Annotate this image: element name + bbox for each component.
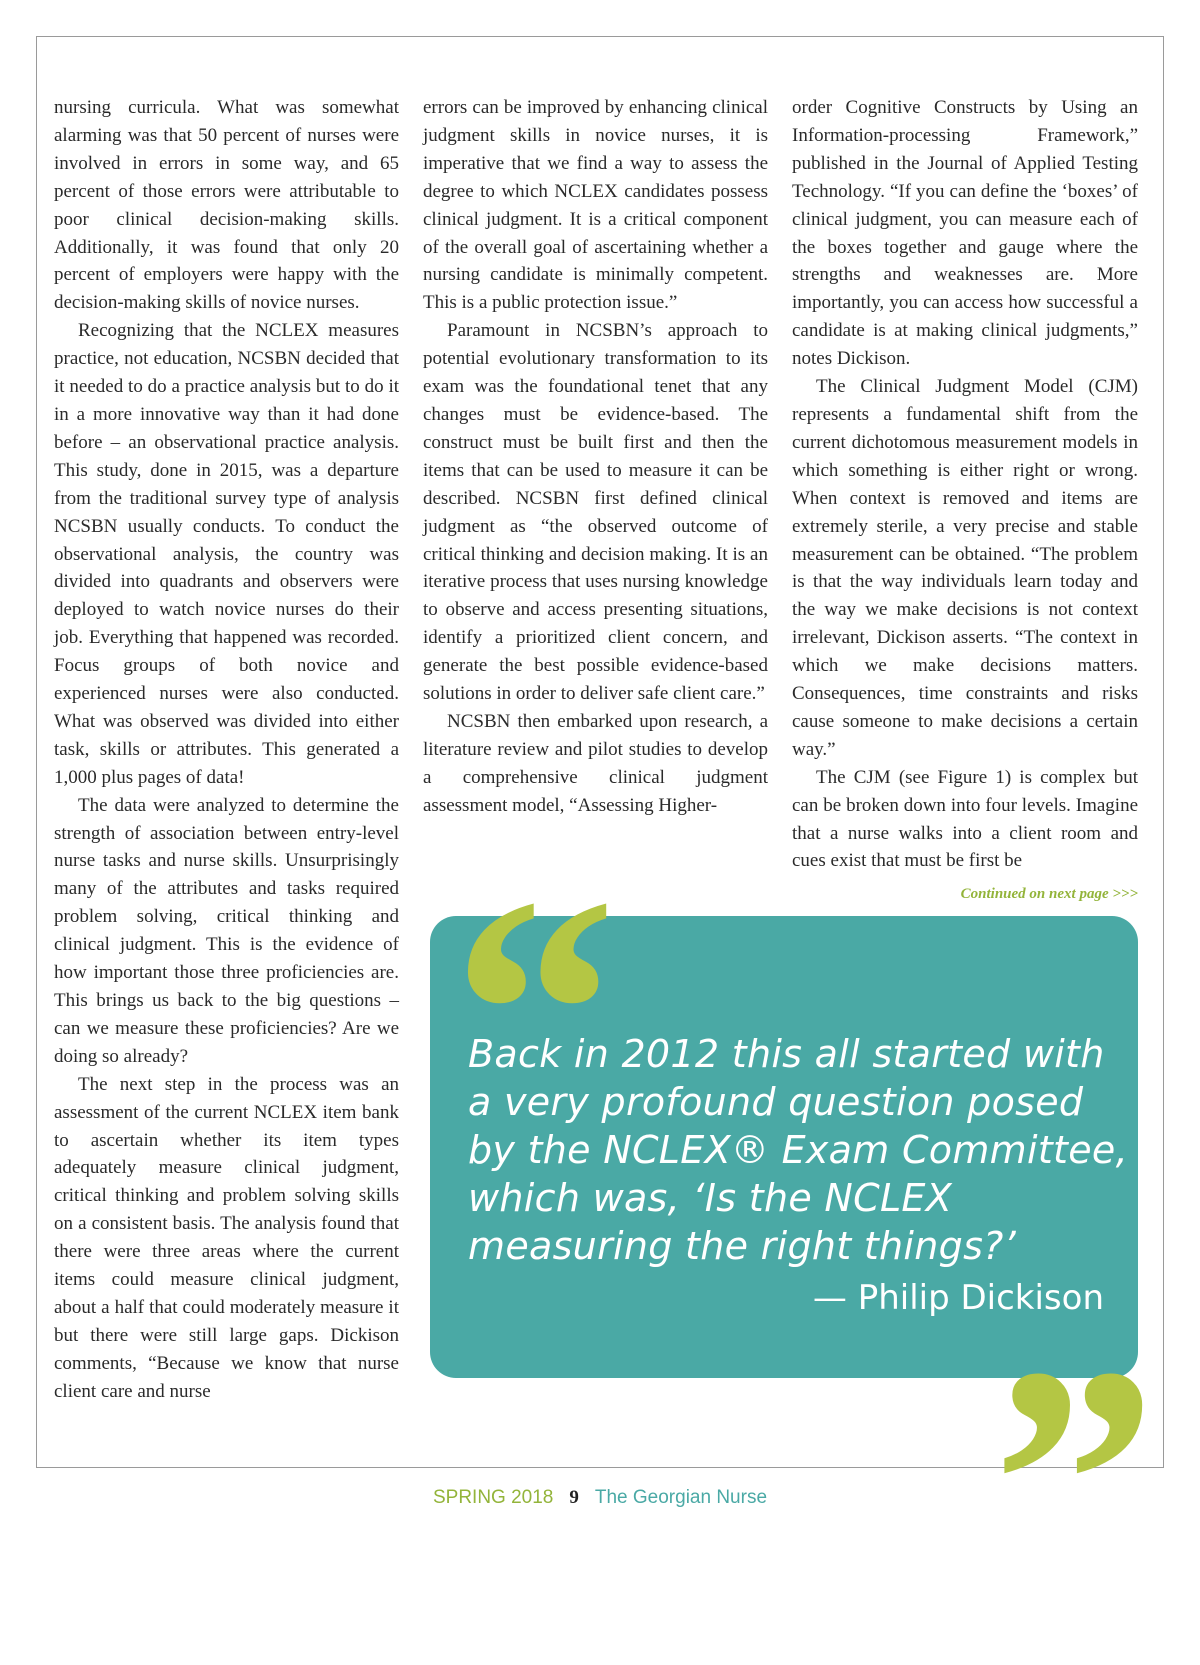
paragraph: order Cognitive Constructs by Using an Information-processing Framework,” published in the Journal of Applied Testing Technology. “If you can define the ‘boxes’ of clinical judgment, you can measure each of the boxes together and gauge where the strengths and weaknesses are. More importantly, you can access how successful a candidate is at making clinical judgments,” notes Dickison. [792,97,1138,370]
paragraph: nursing curricula. What was somewhat alarming was that 50 percent of nurses were involved in errors in some way, and 65 percent of those errors were attributable to poor clinical decision-making skills. Additionally, it was found that only 20 percent of employers were happy with the decision-making skills of novice nurses. [54,97,399,314]
continued-link[interactable]: Continued on next page >>> [960,886,1138,902]
pullquote-attribution: — Philip Dickison [812,1278,1104,1318]
article-column-1 [54,94,399,1406]
article-column-2 [423,94,768,820]
article-column-3 [792,94,1138,875]
open-quote-icon: “ [452,830,617,1195]
paragraph: The Clinical Judgment Model (CJM) represents a fundamental shift from the current dichotomous measurement models in which something is either right or wrong. When context is removed and items are extremely sterile, a very precise and stable measurement can be obtained. “The problem is that the way individuals learn today and the way we make decisions is not context irrelevant, Dickison asserts. “The context in which we make decisions matters. Consequences, time constraints and risks cause someone to make decisions a certain way.” [792,376,1138,760]
footer-season: SPRING 2018 [432,1487,554,1508]
paragraph: The data were analyzed to determine the strength of association between entry-level nurse tasks and nurse skills. Unsurprisingly many of the attributes and tasks required problem solving, critical thinking and clinical judgment. This is the evidence of how important those three proficiencies are. This brings us back to the big questions – can we measure these proficiencies? Are we doing so already? [54,794,399,1067]
paragraph: Paramount in NCSBN’s approach to potential evolutionary transformation to its exam was the foundational tenet that any changes must be evidence-based. The construct must be built first and then the items that can be used to measure it can be described. NCSBN first defined clinical judgment as “the observed outcome of critical thinking and decision making. It is an iterative process that uses nursing knowledge to observe and access presenting situations, identify a prioritized client concern, and generate the best possible evidence-based solutions in order to deliver safe client care.” [423,320,768,705]
magazine-title: The Georgian Nurse [594,1487,768,1508]
paragraph: NCSBN then embarked upon research, a literature review and pilot studies to develop a comprehensive clinical judgment assessment model, “Assessing Higher- [423,710,768,816]
paragraph: Recognizing that the NCLEX measures practice, not education, NCSBN decided that it needed to do a practice analysis but to do it in a more innovative way than it had done before – an observational practice analysis. This study, done in 2015, was a departure from the traditional survey type of analysis NCSBN usually conducts. To conduct the observational analysis, the country was divided into quadrants and observers were deployed to watch novice nurses do their job. Everything that happened was recorded. Focus groups of both novice and experienced nurses were also conducted. What was observed was divided into either task, skills or attributes. This generated a 1,000 plus pages of data! [54,320,399,788]
close-quote-icon: ” [992,1300,1157,1665]
page-number: 9 [569,1487,579,1508]
pullquote-text: Back in 2012 this all started with a very profound question posed by the NCLEX® Exam Committee, which was, ‘Is the NCLEX measuring the right things?’ [468,1032,1128,1268]
paragraph: The next step in the process was an assessment of the current NCLEX item bank to ascertain whether its item types adequately measure clinical judgment, critical thinking and problem solving skills on a consistent basis. The analysis found that there were three areas where the current items could measure clinical judgment, about a half that could moderately measure it but there were still large gaps. Dickison comments, “Because we know that nurse client care and nurse [54,1073,399,1402]
paragraph: errors can be improved by enhancing clinical judgment skills in novice nurses, it is imperative that we find a way to assess the degree to which NCLEX candidates possess clinical judgment. It is a critical component of the overall goal of ascertaining whether a nursing candidate is minimally competent. This is a public protection issue.” [423,97,768,314]
paragraph: The CJM (see Figure 1) is complex but can be broken down into four levels. Imagine that a nurse walks into a client room and cues exist that must be first be [792,766,1138,872]
page-footer [0,1487,1200,1509]
